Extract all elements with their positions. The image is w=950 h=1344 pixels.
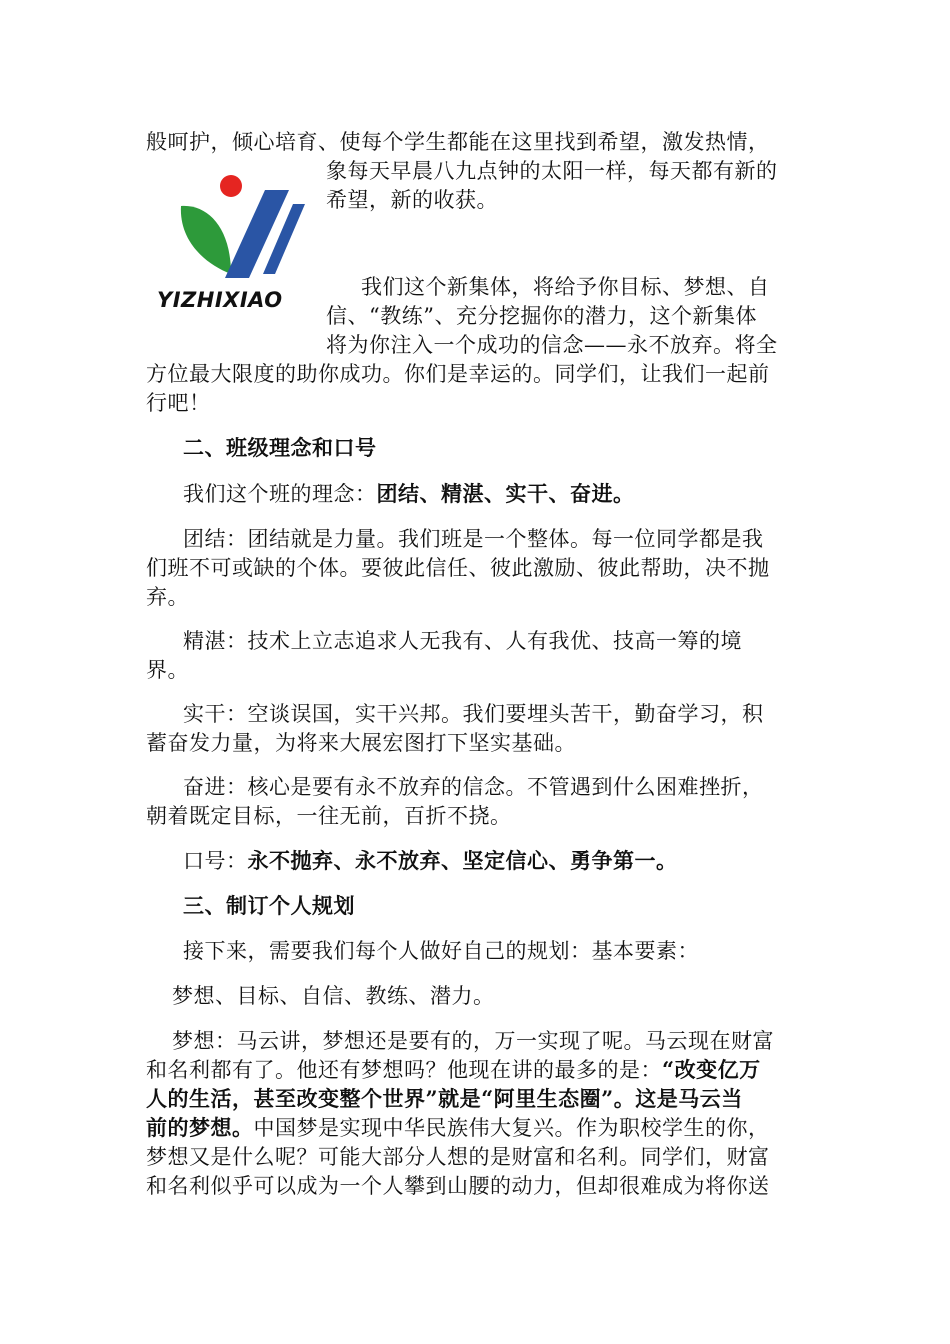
slogan-prefix: 口号： bbox=[183, 849, 248, 873]
intro-line-7: 方位最大限度的助你成功。你们是幸运的。同学们，让我们一起前 bbox=[146, 362, 770, 386]
intro-line-8: 行吧！ bbox=[146, 391, 211, 415]
dream-line-2 bbox=[146, 1056, 761, 1084]
dream-line-1: 梦想：马云讲，梦想还是要有的，万一实现了呢。马云现在财富 bbox=[172, 1029, 774, 1053]
intro-line-4: 我们这个新集体，将给予你目标、梦想、自 bbox=[361, 275, 770, 299]
class-idea-prefix: 我们这个班的理念： bbox=[183, 482, 377, 506]
logo-mark-icon bbox=[153, 166, 318, 291]
slogan-text: 永不抛弃、永不放弃、坚定信心、勇争第一。 bbox=[247, 848, 678, 873]
dream-line-2-text: 和名利都有了。他还有梦想吗？他现在讲的最多的是： bbox=[146, 1058, 662, 1082]
intro-line-5: 信、“教练”、充分挖掘你的潜力，这个新集体 bbox=[326, 304, 757, 328]
unity-line-2: 们班不可或缺的个体。要彼此信任、彼此激励、彼此帮助，决不抛 bbox=[146, 556, 770, 580]
intro-line-6: 将为你注入一个成功的信念——永不放弃。将全 bbox=[326, 333, 778, 357]
logo-text: YIZHIXIAO bbox=[157, 288, 283, 312]
logo-blue-stroke-left bbox=[225, 190, 289, 278]
slogan bbox=[183, 847, 678, 875]
planning-intro: 接下来，需要我们每个人做好自己的规划：基本要素： bbox=[183, 939, 699, 963]
dream-line-2-bold: “改变亿万 bbox=[662, 1057, 761, 1082]
forward-line-1: 奋进：核心是要有永不放弃的信念。不管遇到什么困难挫折， bbox=[183, 775, 764, 799]
forward-line-2: 朝着既定目标，一往无前，百折不挠。 bbox=[146, 804, 512, 828]
dream-line-4-bold: 前的梦想。 bbox=[146, 1115, 254, 1140]
skill-line-1: 精湛：技术上立志追求人无我有、人有我优、技高一筹的境 bbox=[183, 629, 742, 653]
section-2-heading: 二、班级理念和口号 bbox=[183, 435, 377, 460]
intro-line-2: 象每天早晨八九点钟的太阳一样，每天都有新的 bbox=[326, 159, 778, 183]
logo-green-leaf bbox=[181, 206, 231, 274]
dream-line-5: 梦想又是什么呢？可能大部分人想的是财富和名利。同学们，财富 bbox=[146, 1145, 770, 1169]
unity-line-3: 弃。 bbox=[146, 585, 189, 609]
dream-line-6: 和名利似乎可以成为一个人攀到山腰的动力，但却很难成为将你送 bbox=[146, 1174, 770, 1198]
skill-line-2: 界。 bbox=[146, 658, 189, 682]
school-logo bbox=[153, 166, 318, 326]
class-idea-values: 团结、精湛、实干、奋进。 bbox=[376, 481, 635, 506]
practical-line-1: 实干：空谈误国，实干兴邦。我们要埋头苦干，勤奋学习，积 bbox=[183, 702, 764, 726]
intro-line-1: 般呵护，倾心培育、使每个学生都能在这里找到希望，激发热情， bbox=[146, 130, 770, 154]
intro-line-3: 希望，新的收获。 bbox=[326, 188, 498, 212]
section-3-heading: 三、制订个人规划 bbox=[183, 893, 355, 918]
class-idea bbox=[183, 480, 635, 508]
planning-elements: 梦想、目标、自信、教练、潜力。 bbox=[172, 984, 495, 1008]
dream-line-3: 人的生活，甚至改变整个世界”就是“阿里生态圈”。这是马云当 bbox=[146, 1086, 743, 1111]
practical-line-2: 蓄奋发力量，为将来大展宏图打下坚实基础。 bbox=[146, 731, 576, 755]
dream-line-4 bbox=[146, 1114, 770, 1142]
dream-line-4-text: 中国梦是实现中华民族伟大复兴。作为职校学生的你， bbox=[253, 1116, 770, 1140]
unity-line-1: 团结：团结就是力量。我们班是一个整体。每一位同学都是我 bbox=[183, 527, 764, 551]
logo-red-dot bbox=[220, 175, 242, 197]
